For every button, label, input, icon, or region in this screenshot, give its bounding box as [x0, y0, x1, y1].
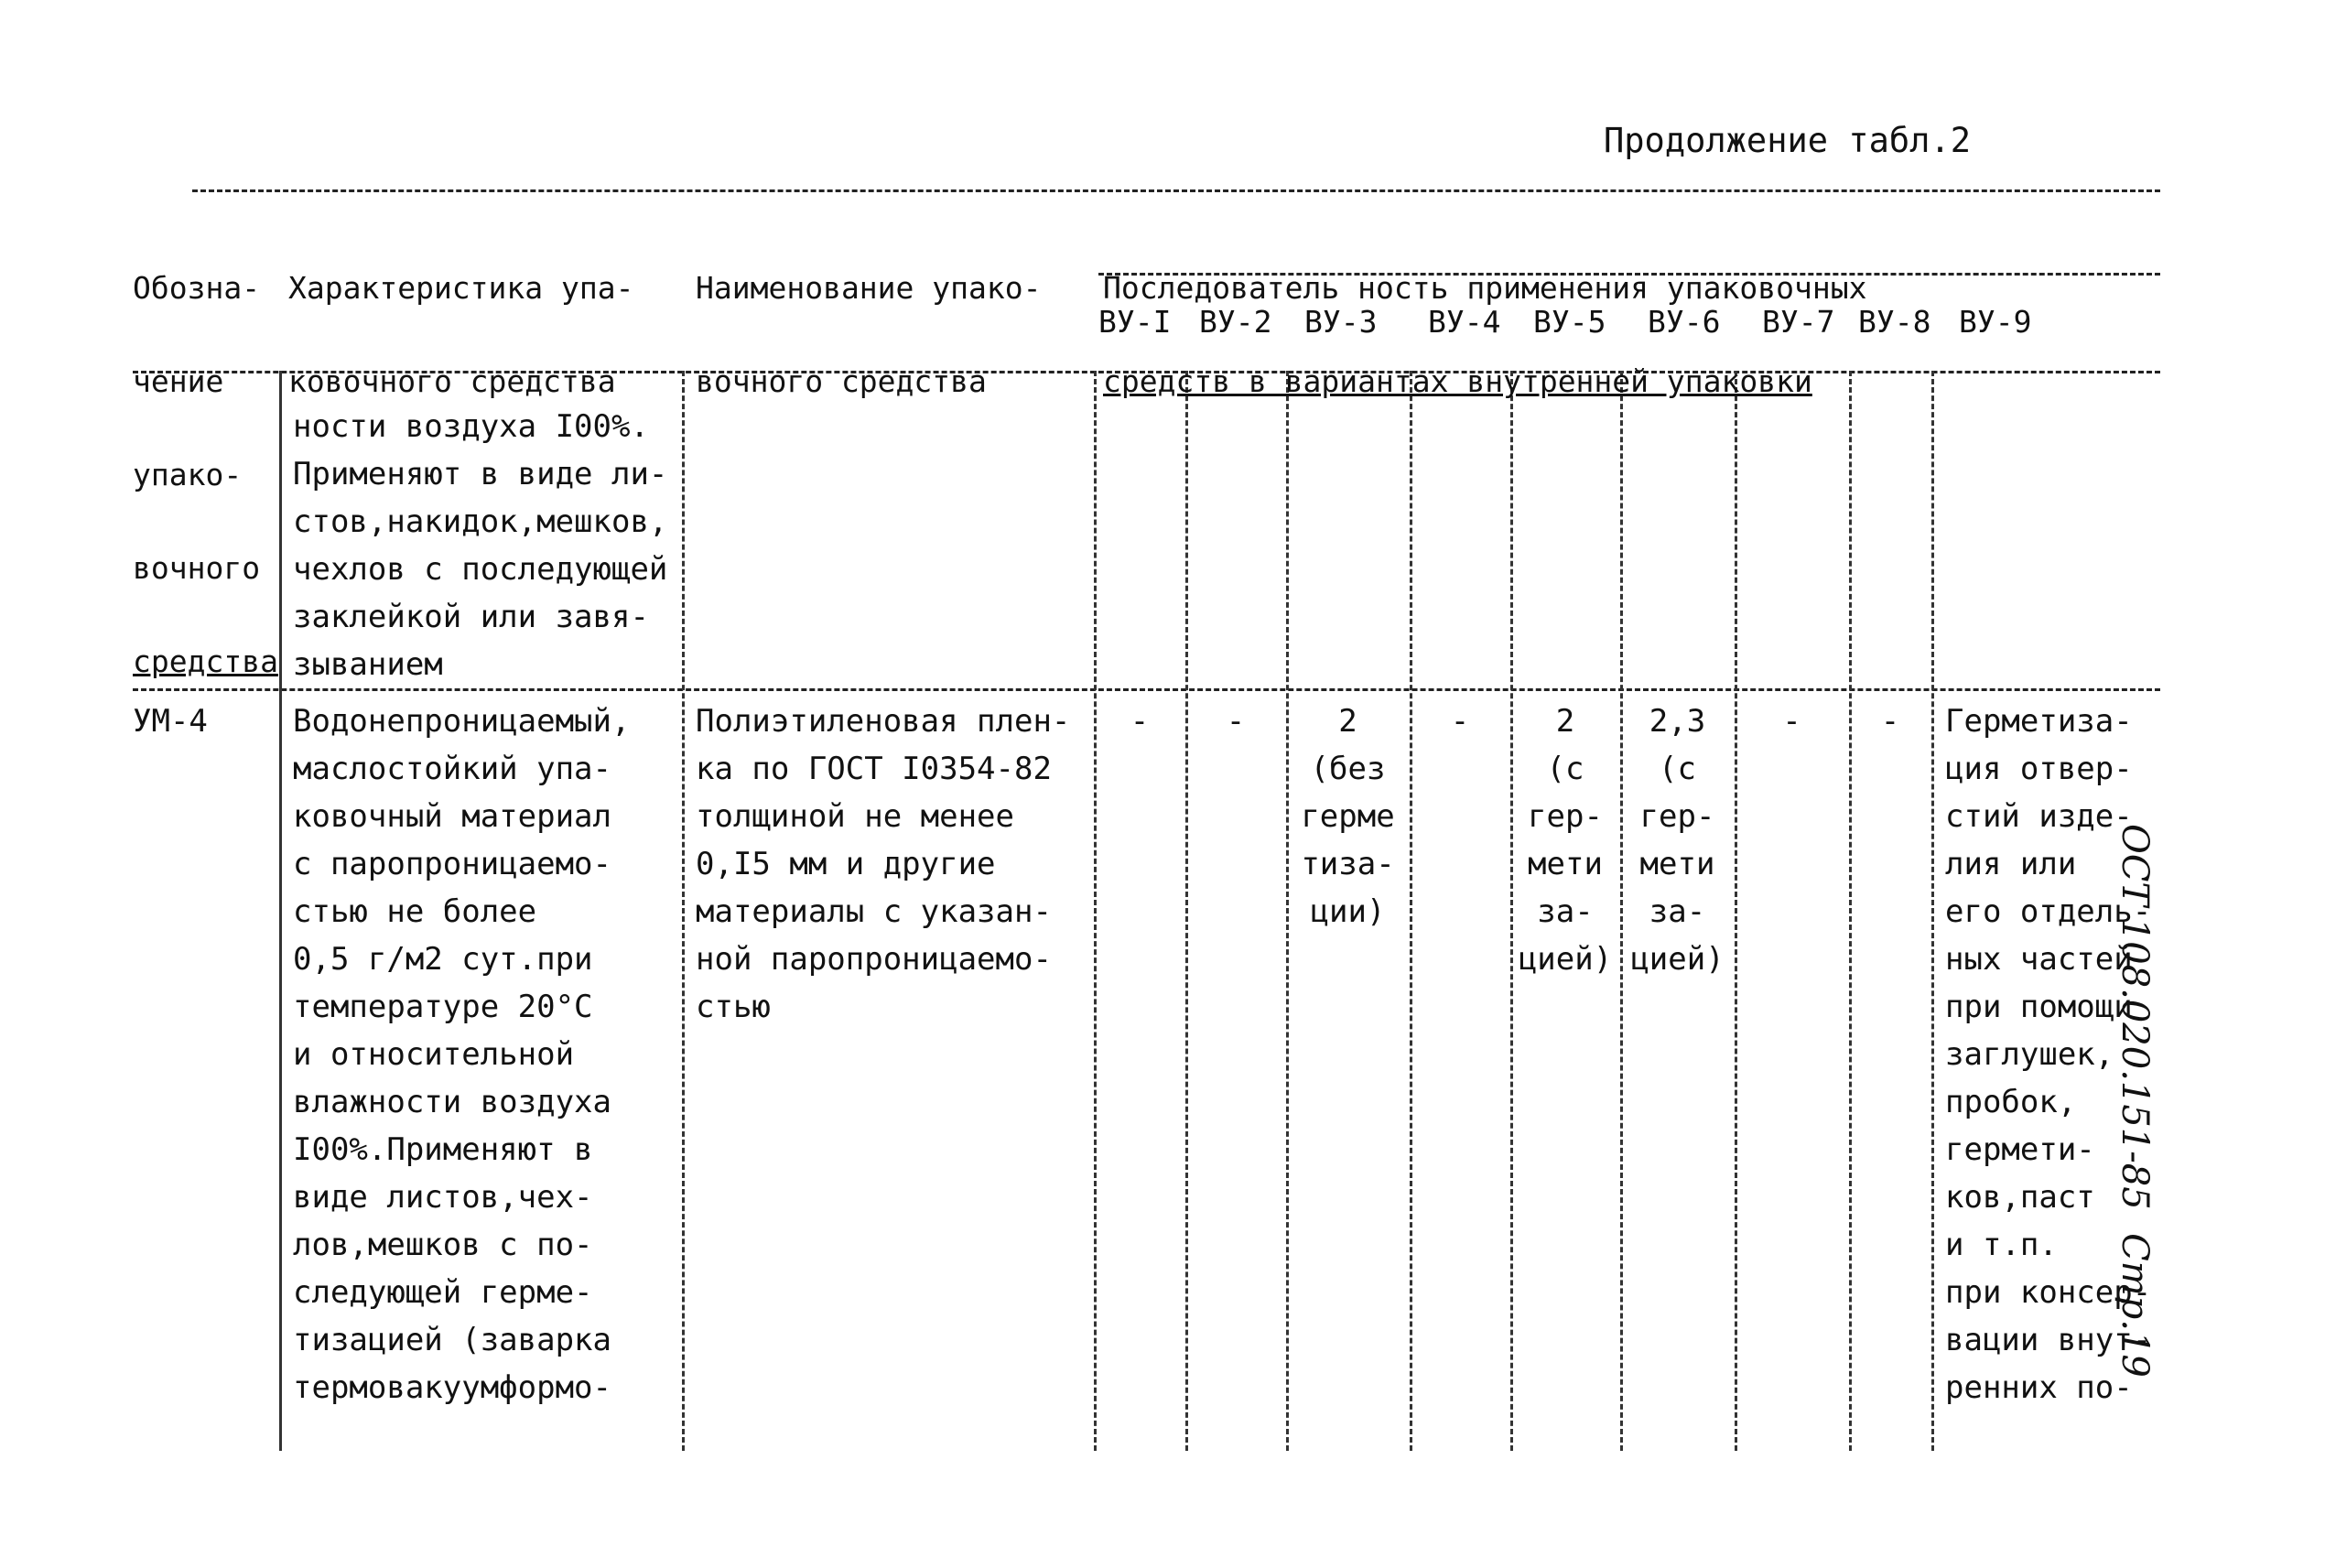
col-divider-3	[1094, 371, 1097, 1451]
row-material-name: Полиэтиленовая плен- ка по ГОСТ I0354-82 толщиной не менее 0,I5 мм и другие материалы с указан- ной паропроницаемо- стью	[696, 703, 1071, 1025]
variant-header-vu4: ВУ-4	[1428, 304, 1501, 340]
col-divider-2	[682, 371, 685, 1451]
cell-vu6: 2,3 (с гер- мети за- цией)	[1630, 703, 1725, 978]
variant-header-vu6: ВУ-6	[1648, 304, 1721, 340]
col-divider-vu1	[1185, 371, 1188, 1451]
document-side-note: ОСТ 108.020.151-85 Стр.19	[2114, 824, 2156, 1378]
table-top-rule	[192, 189, 2160, 192]
col-divider-1	[279, 371, 282, 1451]
cell-vu9: Герметиза- ция отвер- стий изде- лия или его отдель- ных частей при помощи заглушек, пробок, гермети- ков,паст и т.п. при консер- вации внут- ренних по-	[1945, 703, 2152, 1406]
variant-header-vu8: ВУ-8	[1858, 304, 1931, 340]
col-divider-vu6	[1735, 371, 1737, 1451]
cell-vu4: -	[1450, 703, 1470, 740]
variant-header-vu7: ВУ-7	[1762, 304, 1835, 340]
cell-vu8: -	[1880, 703, 1900, 740]
variant-header-vu1: ВУ-I	[1098, 304, 1172, 340]
cell-vu3: 2 (без герме тиза- ции)	[1301, 703, 1395, 930]
row-code: УМ-4	[133, 703, 208, 740]
row-divider-rule	[133, 688, 2160, 691]
header-name: Наименование упако- вочного средства	[696, 270, 1042, 399]
cell-vu5: 2 (с гер- мети за- цией)	[1518, 703, 1613, 978]
table-caption: Продолжение табл.2	[1604, 121, 1971, 160]
variant-header-vu3: ВУ-3	[1304, 304, 1378, 340]
col-divider-vu3	[1410, 371, 1412, 1451]
col-divider-vu7	[1849, 371, 1852, 1451]
cell-vu7: -	[1782, 703, 1801, 740]
row-characteristic: Водонепроницаемый, маслостойкий упа- ковочный материал с паропроницаемо- стью не более 0,5 г/м2 сут.при температуре 20°С и относительной влажности воздуха I00%.Применяют в виде листов,чех- лов,мешков с по- следующей герме- тизацией (заварка термовакуумформо-	[293, 703, 631, 1406]
variant-header-vu9: ВУ-9	[1959, 304, 2032, 340]
col-divider-vu8	[1931, 371, 1934, 1451]
header-sequence: Последователь ность применения упаковочных средств в вариантах внутренней упаковки	[1103, 270, 1867, 399]
cell-vu1: -	[1130, 703, 1150, 740]
variant-header-vu2: ВУ-2	[1199, 304, 1272, 340]
cell-vu2: -	[1226, 703, 1246, 740]
header-designation: Обозна- чение упако- вочного средства	[133, 270, 278, 679]
continuation-characteristic: ности воздуха I00%. Применяют в виде ли- стов,накидок,мешков, чехлов с последующей заклейкой или завя- зыванием	[293, 408, 668, 683]
variant-header-vu5: ВУ-5	[1533, 304, 1606, 340]
header-characteristic: Характеристика упа- ковочного средства	[288, 270, 634, 399]
